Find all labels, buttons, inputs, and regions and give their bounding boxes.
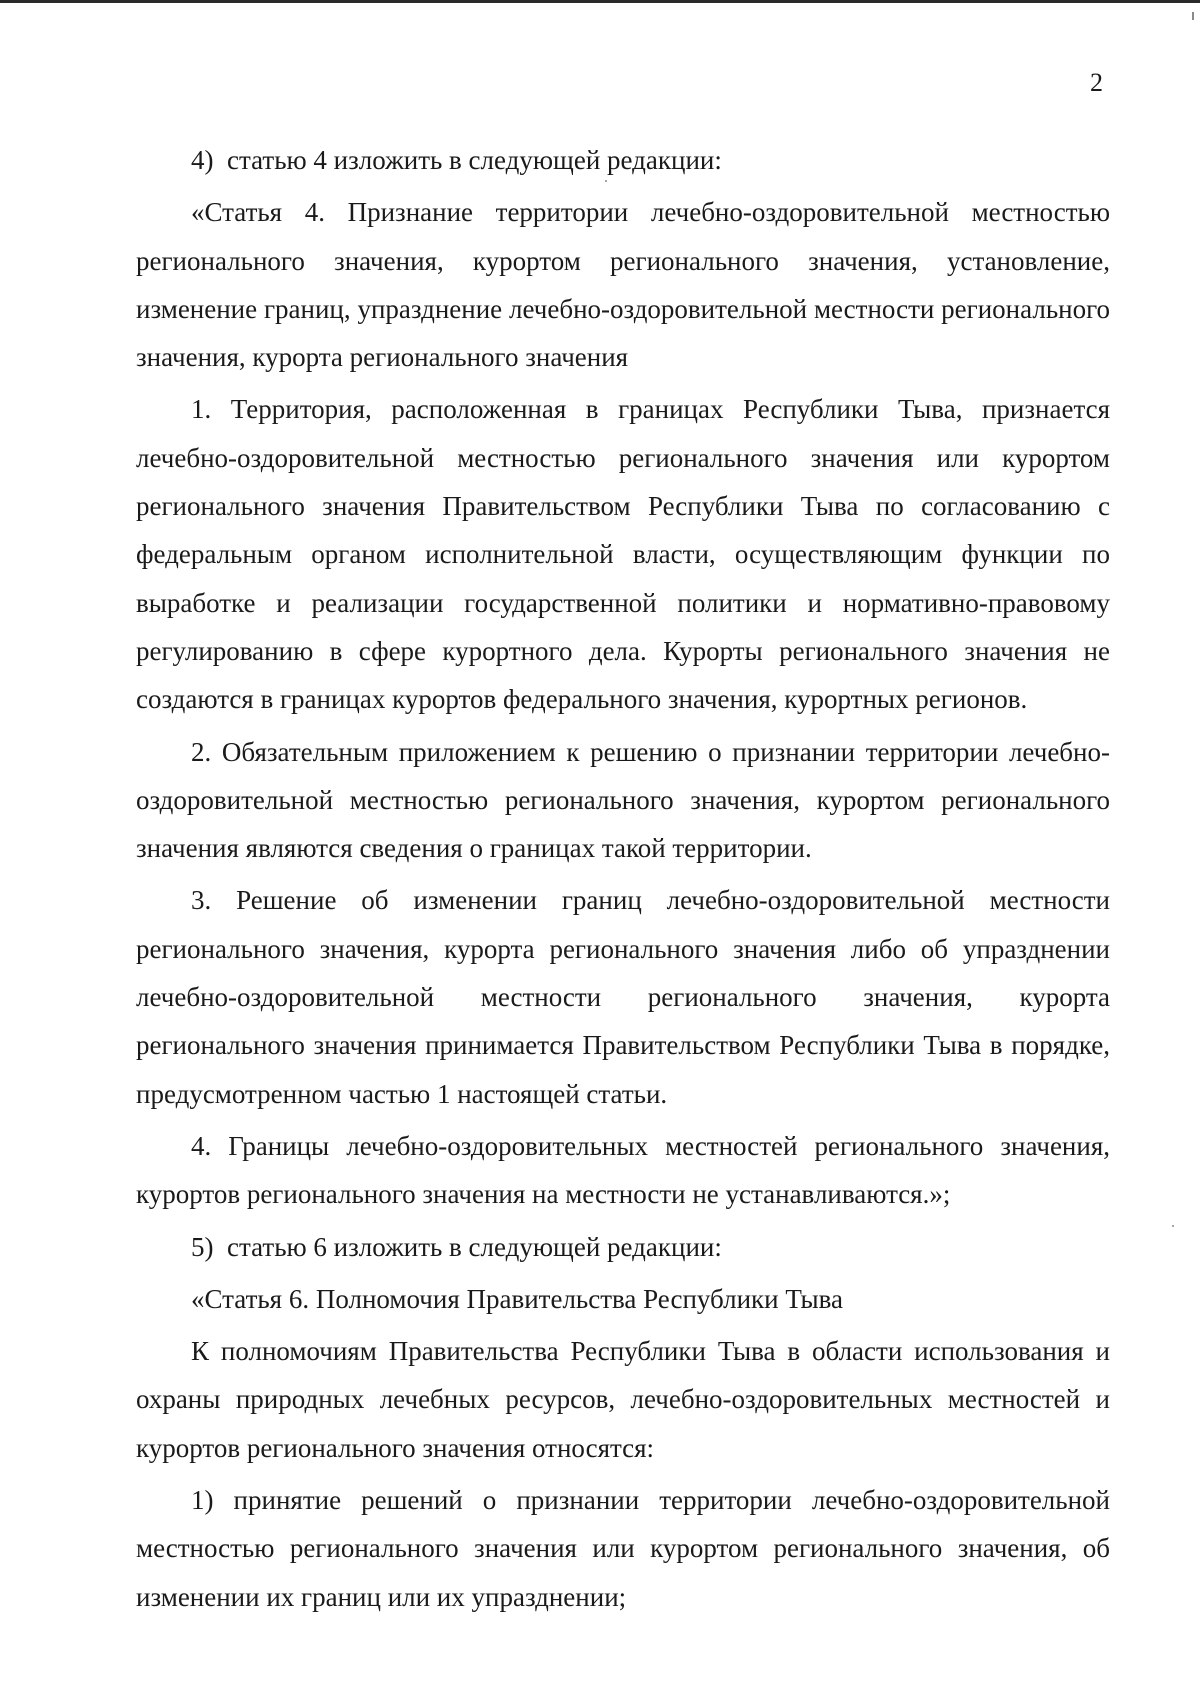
amendment-item-5: 5) статью 6 изложить в следующей редакции: [191, 1231, 722, 1262]
article-4-heading: «Статья 4. Признание территории лечебно-оздоровительной местностью регионального значения, курортом регионального значения, установление, изменение границ, упразднение лечебно-оздоровительной местности регионального значения, курорта регионального значения [136, 197, 1110, 373]
scan-speck [605, 180, 607, 182]
amendment-item-4: 4) статью 4 изложить в следующей редакции: [191, 145, 722, 175]
page-number: 2 [1090, 68, 1103, 97]
article-6-intro: К полномочиям Правительства Республики Тыва в области использования и охраны природных лечебных ресурсов, лечебно-оздоровительных местностей и курортов регионального значения относятся: [136, 1336, 1110, 1463]
article-4-part-1: 1. Территория, расположенная в границах Республики Тыва, признается лечебно-оздоровительной местностью регионального значения или курортом регионального значения Правительством Республики Тыва по согласованию с федеральным органом исполнительной власти, осуществляющим функции по выработке и реализации государственной политики и нормативно-правовому регулированию в сфере курортного дела. Курорты регионального значения не создаются в границах курортов федерального значения, курортных регионов. [136, 394, 1110, 715]
article-4-part-3: 3. Решение об изменении границ лечебно-оздоровительной местности регионального значения, курорта регионального значения либо об упразднении лечебно-оздоровительной местности регионального значения, курорта регионального значения принимается Правительством Республики Тыва в порядке, предусмотренном частью 1 настоящей статьи. [136, 885, 1110, 1109]
scan-speck [1192, 12, 1194, 20]
scan-speck [1172, 1225, 1174, 1227]
article-6-item-1: 1) принятие решений о признании территории лечебно-оздоровительной местностью регионального значения или курортом регионального значения, об изменении их границ или их упразднении; [136, 1485, 1110, 1612]
article-4-part-2: 2. Обязательным приложением к решению о признании территории лечебно-оздоровительной местностью регионального значения, курортом регионального значения являются сведения о границах такой территории. [136, 736, 1110, 864]
article-6-heading: «Статья 6. Полномочия Правительства Республики Тыва [191, 1283, 844, 1314]
page-top-border [0, 0, 1200, 3]
document-body [136, 136, 1110, 1625]
article-4-part-4: 4. Границы лечебно-оздоровительных местностей регионального значения, курортов регионального значения на местности не устанавливаются.»; [136, 1130, 1110, 1210]
